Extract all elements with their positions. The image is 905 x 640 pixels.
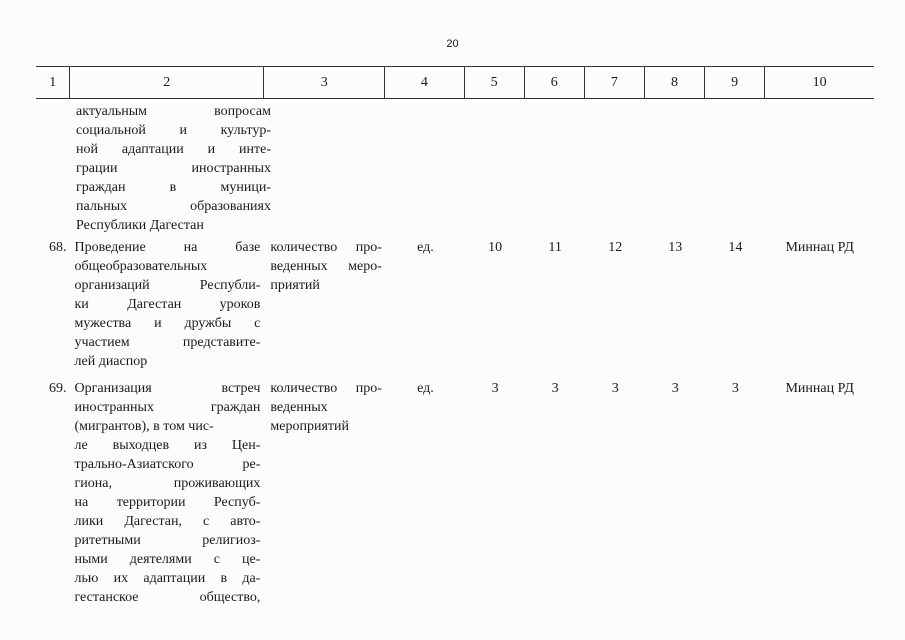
text-line: организаций Республи- xyxy=(74,278,261,293)
text-line: пальных образованиях xyxy=(76,199,271,214)
row-indicator xyxy=(264,238,386,371)
row-value-8: 13 xyxy=(668,240,683,255)
text-line: гиона, проживающих xyxy=(74,476,261,491)
text-line: Организация встреч xyxy=(74,381,261,396)
row-responsible: Миннац РД xyxy=(785,381,854,396)
row-value-6: 11 xyxy=(548,240,562,255)
row-number: 68. xyxy=(49,240,67,255)
text-line: ритетными религиоз- xyxy=(74,533,261,548)
text-line: ки Дагестан уроков xyxy=(74,297,261,312)
row-description xyxy=(71,379,265,607)
text-line: участием представите- xyxy=(74,335,261,350)
row-value-9: 3 xyxy=(731,381,739,396)
text-line: веденных xyxy=(270,400,328,415)
row-value-7: 12 xyxy=(608,240,623,255)
row-indicator xyxy=(264,379,386,607)
text-line: ными деятелями с це- xyxy=(74,552,261,567)
header-cell-2: 2 xyxy=(70,67,264,98)
header-cell-10: 10 xyxy=(812,74,827,90)
text-line: гестанское общество, xyxy=(74,590,261,605)
text-line: Проведение на базе xyxy=(74,240,261,255)
text-line: социальной и культур- xyxy=(76,123,271,138)
text-line: ле выходцев из Цен- xyxy=(74,438,261,453)
row-unit: ед. xyxy=(417,240,434,255)
text-line: лью их адаптации в да- xyxy=(74,571,261,586)
header-cell-8: 8 xyxy=(645,67,705,98)
text-line: актуальным вопросам xyxy=(76,104,271,119)
text-line: Республики Дагестан xyxy=(76,218,204,233)
header-cell-1: 1 xyxy=(36,67,70,98)
table-row xyxy=(36,379,874,607)
text-line: веденных меро- xyxy=(270,259,382,274)
text-line: иностранных граждан xyxy=(74,400,261,415)
header-cell-3: 3 xyxy=(264,67,385,98)
text-line: лики Дагестан, с авто- xyxy=(74,514,261,529)
row-responsible: Миннац РД xyxy=(785,240,854,255)
row-value-5: 10 xyxy=(488,240,503,255)
text-line: количество про- xyxy=(270,381,382,396)
table-row xyxy=(36,238,874,371)
text-line: лей диаспор xyxy=(74,354,148,369)
text-line: (мигрантов), в том чис- xyxy=(74,419,214,434)
text-line: мужества и дружбы с xyxy=(74,316,261,331)
text-line: трально-Азиатского ре- xyxy=(74,457,261,472)
row-value-7: 3 xyxy=(611,381,619,396)
text-line: граждан в муници- xyxy=(76,180,271,195)
row-value-6: 3 xyxy=(551,381,559,396)
text-line: ной адаптации и инте- xyxy=(76,142,271,157)
text-line: приятий xyxy=(270,278,320,293)
text-line: количество про- xyxy=(270,240,382,255)
header-cell-7: 7 xyxy=(585,67,645,98)
text-line: грации иностранных xyxy=(76,161,271,176)
header-cell-6: 6 xyxy=(525,67,585,98)
row-value-8: 3 xyxy=(671,381,679,396)
row-number: 69. xyxy=(49,381,67,396)
row-value-5: 3 xyxy=(491,381,499,396)
text-line: общеобразовательных xyxy=(74,259,208,274)
text-line: мероприятий xyxy=(270,419,349,434)
table-row-continuation xyxy=(36,102,874,235)
header-cell-5: 5 xyxy=(465,67,525,98)
row-unit: ед. xyxy=(417,381,434,396)
header-cell-4: 4 xyxy=(385,67,464,98)
continuation-description xyxy=(72,102,275,235)
measures-table xyxy=(36,66,874,605)
row-description xyxy=(71,238,265,371)
page-number: 20 xyxy=(446,38,459,50)
header-cell-9: 9 xyxy=(705,67,765,98)
table-header-row xyxy=(36,66,874,99)
row-value-9: 14 xyxy=(728,240,743,255)
text-line: на территории Респуб- xyxy=(74,495,261,510)
